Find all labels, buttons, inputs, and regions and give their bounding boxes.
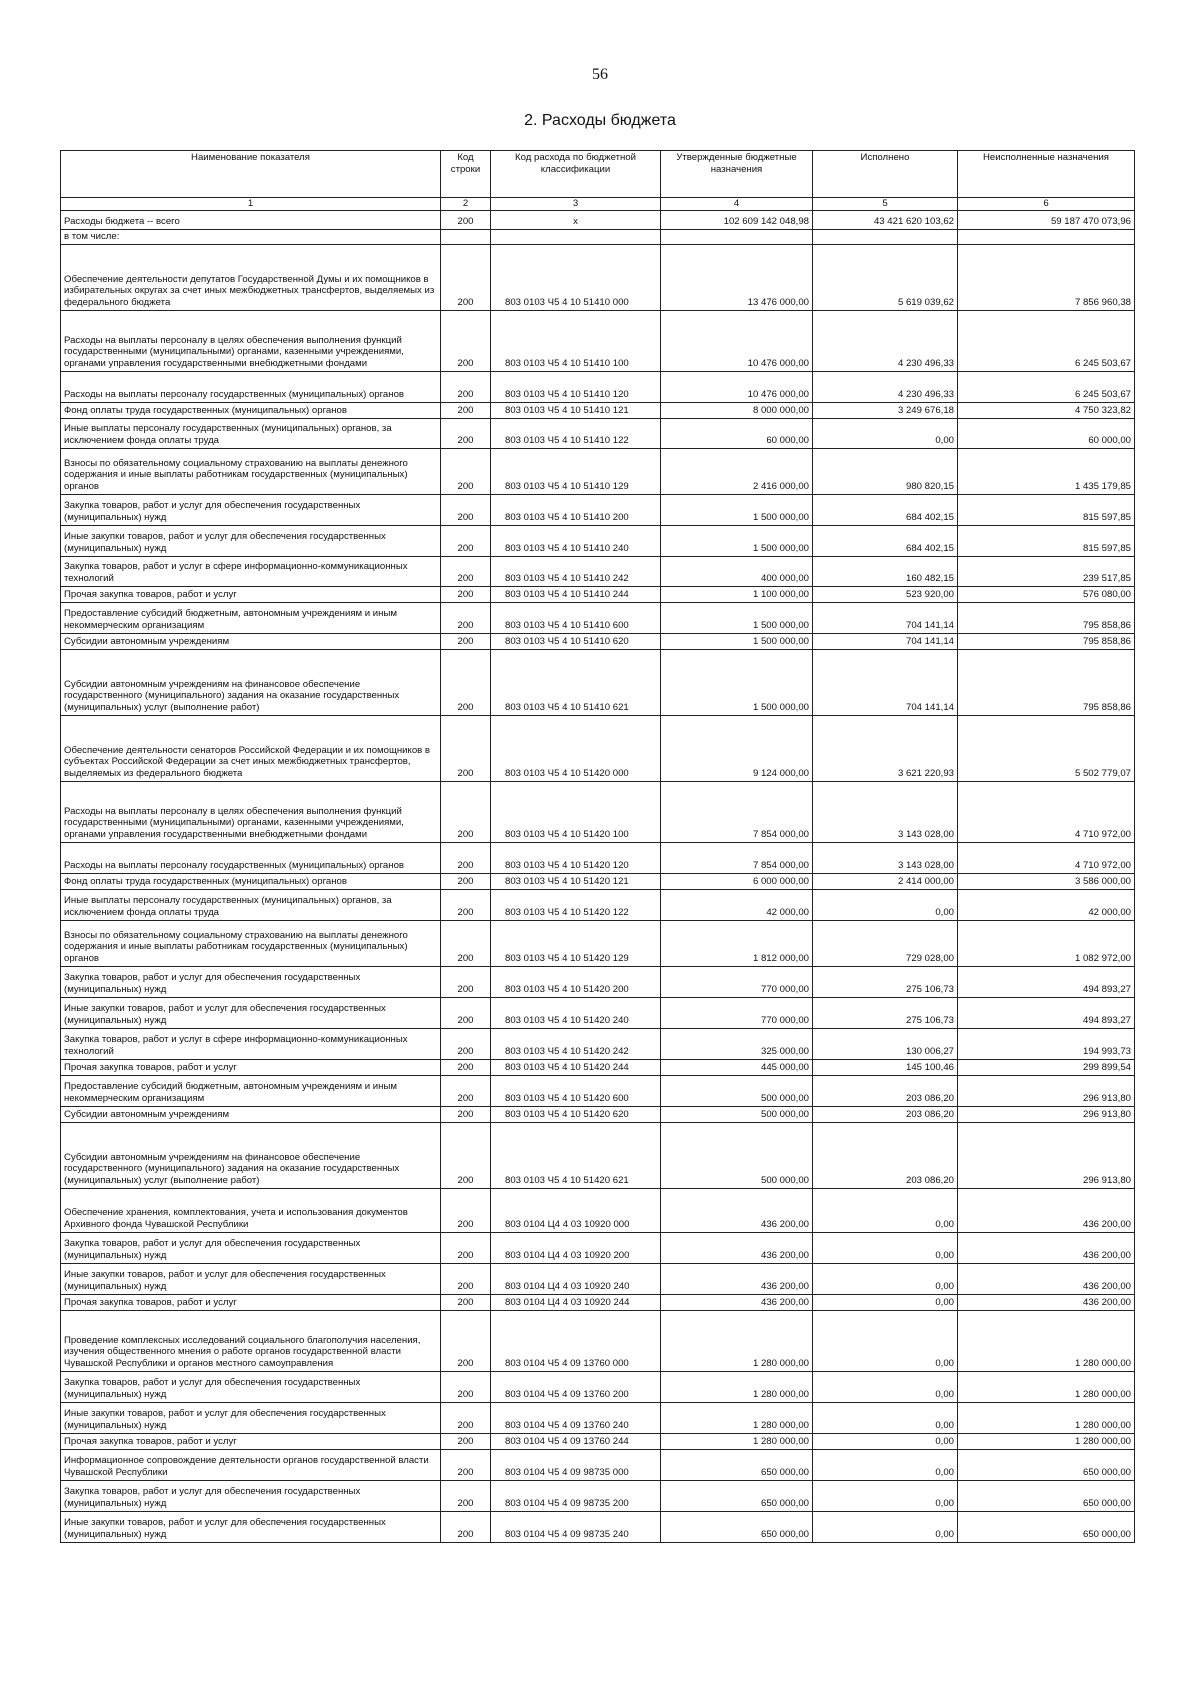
row-executed: 130 006,27 (813, 1028, 958, 1059)
row-unexecuted: 494 893,27 (958, 966, 1135, 997)
row-unexecuted: 815 597,85 (958, 525, 1135, 556)
row-unexecuted: 1 435 179,85 (958, 448, 1135, 494)
row-executed: 0,00 (813, 1480, 958, 1511)
row-unexecuted: 650 000,00 (958, 1449, 1135, 1480)
row-line-code: 200 (441, 889, 491, 920)
row-unexecuted: 239 517,85 (958, 556, 1135, 586)
col-number: 4 (661, 198, 813, 211)
row-name: Предоставление субсидий бюджетным, автономным учреждениям и иным некоммерческим организациям (61, 602, 441, 633)
row-line-code: 200 (441, 633, 491, 649)
row-executed: 2 414 000,00 (813, 873, 958, 889)
row-executed: 684 402,15 (813, 494, 958, 525)
row-name: Иные закупки товаров, работ и услуг для обеспечения государственных (муниципальных) нужд (61, 1511, 441, 1542)
row-expense-code: 803 0104 Ч5 4 09 13760 244 (491, 1433, 661, 1449)
row-unexecuted: 7 856 960,38 (958, 244, 1135, 310)
table-row (61, 873, 1135, 889)
row-unexecuted: 296 913,80 (958, 1106, 1135, 1122)
row-expense-code: 803 0104 Ц4 4 03 10920 240 (491, 1263, 661, 1294)
row-executed: 275 106,73 (813, 997, 958, 1028)
row-expense-code: 803 0103 Ч5 4 10 51410 240 (491, 525, 661, 556)
col-header-approved: Утвержденные бюджетные назначения (661, 151, 813, 198)
table-row (61, 842, 1135, 873)
row-expense-code: 803 0103 Ч5 4 10 51410 200 (491, 494, 661, 525)
row-expense-code: 803 0104 Ц4 4 03 10920 244 (491, 1294, 661, 1310)
row-expense-code: 803 0103 Ч5 4 10 51410 100 (491, 310, 661, 371)
row-expense-code: 803 0103 Ч5 4 10 51410 621 (491, 649, 661, 715)
row-approved: 500 000,00 (661, 1106, 813, 1122)
row-name: Расходы бюджета -- всего (61, 211, 441, 230)
row-approved: 102 609 142 048,98 (661, 211, 813, 230)
col-header-line-code: Код строки (441, 151, 491, 198)
table-row (61, 1059, 1135, 1075)
table-row (61, 1028, 1135, 1059)
row-approved: 1 280 000,00 (661, 1371, 813, 1402)
row-executed: 980 820,15 (813, 448, 958, 494)
row-expense-code: 803 0103 Ч5 4 10 51420 621 (491, 1122, 661, 1188)
row-name: Иные закупки товаров, работ и услуг для обеспечения государственных (муниципальных) нужд (61, 997, 441, 1028)
row-executed: 0,00 (813, 1188, 958, 1232)
row-expense-code: 803 0104 Ц4 4 03 10920 000 (491, 1188, 661, 1232)
row-line-code: 200 (441, 1106, 491, 1122)
row-approved: 325 000,00 (661, 1028, 813, 1059)
table-row (61, 966, 1135, 997)
row-line-code: 200 (441, 715, 491, 781)
row-approved: 1 280 000,00 (661, 1433, 813, 1449)
row-line-code: 200 (441, 1480, 491, 1511)
row-name: Взносы по обязательному социальному страхованию на выплаты денежного содержания и иные выплаты работникам государственных (муниципальных) органов (61, 920, 441, 966)
row-approved: 42 000,00 (661, 889, 813, 920)
row-expense-code: 803 0104 Ч5 4 09 13760 000 (491, 1310, 661, 1371)
row-unexecuted: 4 710 972,00 (958, 842, 1135, 873)
row-line-code: 200 (441, 448, 491, 494)
row-approved: 650 000,00 (661, 1511, 813, 1542)
row-expense-code: 803 0103 Ч5 4 10 51420 100 (491, 781, 661, 842)
row-expense-code: 803 0103 Ч5 4 10 51420 242 (491, 1028, 661, 1059)
row-executed: 3 143 028,00 (813, 842, 958, 873)
table-row (61, 211, 1135, 230)
row-expense-code: 803 0104 Ч5 4 09 98735 000 (491, 1449, 661, 1480)
row-line-code: 200 (441, 1433, 491, 1449)
row-name: Иные выплаты персоналу государственных (муниципальных) органов, за исключением фонда оплаты труда (61, 418, 441, 448)
row-unexecuted: 795 858,86 (958, 633, 1135, 649)
table-body (61, 211, 1135, 1543)
row-executed: 0,00 (813, 1402, 958, 1433)
row-line-code: 200 (441, 1402, 491, 1433)
row-name: Фонд оплаты труда государственных (муниципальных) органов (61, 402, 441, 418)
row-name: Закупка товаров, работ и услуг в сфере информационно-коммуникационных технологий (61, 556, 441, 586)
table-row (61, 1188, 1135, 1232)
row-line-code: 200 (441, 1122, 491, 1188)
row-line-code: 200 (441, 310, 491, 371)
row-expense-code: 803 0103 Ч5 4 10 51410 600 (491, 602, 661, 633)
row-executed: 203 086,20 (813, 1106, 958, 1122)
row-unexecuted: 299 899,54 (958, 1059, 1135, 1075)
row-name: Взносы по обязательному социальному страхованию на выплаты денежного содержания и иные выплаты работникам государственных (муниципальных) органов (61, 448, 441, 494)
row-executed: 729 028,00 (813, 920, 958, 966)
row-executed: 523 920,00 (813, 586, 958, 602)
table-row (61, 633, 1135, 649)
row-name: Субсидии автономным учреждениям (61, 633, 441, 649)
table-row (61, 310, 1135, 371)
table-row (61, 1310, 1135, 1371)
row-name: Субсидии автономным учреждениям на финансовое обеспечение государственного (муниципального) задания на оказание государственных (муниципальных) услуг (выполнение работ) (61, 1122, 441, 1188)
table-row (61, 1075, 1135, 1106)
row-name: Иные закупки товаров, работ и услуг для обеспечения государственных (муниципальных) нужд (61, 1402, 441, 1433)
row-line-code: 200 (441, 602, 491, 633)
row-executed: 145 100,46 (813, 1059, 958, 1075)
row-expense-code: 803 0103 Ч5 4 10 51410 244 (491, 586, 661, 602)
row-approved: 1 500 000,00 (661, 494, 813, 525)
row-line-code (441, 230, 491, 245)
row-expense-code: 803 0103 Ч5 4 10 51420 240 (491, 997, 661, 1028)
row-approved: 650 000,00 (661, 1449, 813, 1480)
table-row (61, 556, 1135, 586)
row-approved: 1 280 000,00 (661, 1310, 813, 1371)
row-approved: 60 000,00 (661, 418, 813, 448)
header-row (61, 151, 1135, 198)
row-unexecuted: 5 502 779,07 (958, 715, 1135, 781)
row-name: Прочая закупка товаров, работ и услуг (61, 586, 441, 602)
row-executed: 0,00 (813, 1371, 958, 1402)
row-approved: 7 854 000,00 (661, 781, 813, 842)
row-unexecuted: 436 200,00 (958, 1294, 1135, 1310)
row-name: Субсидии автономным учреждениям (61, 1106, 441, 1122)
row-line-code: 200 (441, 997, 491, 1028)
row-executed: 0,00 (813, 1294, 958, 1310)
row-expense-code: 803 0103 Ч5 4 10 51420 600 (491, 1075, 661, 1106)
row-line-code: 200 (441, 1310, 491, 1371)
row-line-code: 200 (441, 920, 491, 966)
row-name: в том числе: (61, 230, 441, 245)
row-line-code: 200 (441, 1449, 491, 1480)
row-approved: 770 000,00 (661, 997, 813, 1028)
table-row (61, 1122, 1135, 1188)
row-approved: 436 200,00 (661, 1232, 813, 1263)
row-line-code: 200 (441, 1059, 491, 1075)
row-line-code: 200 (441, 525, 491, 556)
row-unexecuted: 6 245 503,67 (958, 371, 1135, 402)
row-approved: 436 200,00 (661, 1263, 813, 1294)
row-name: Информационное сопровождение деятельности органов государственной власти Чувашской Республики (61, 1449, 441, 1480)
row-unexecuted: 436 200,00 (958, 1188, 1135, 1232)
row-name: Закупка товаров, работ и услуг для обеспечения государственных (муниципальных) нужд (61, 966, 441, 997)
row-approved: 650 000,00 (661, 1480, 813, 1511)
row-executed: 275 106,73 (813, 966, 958, 997)
col-number: 5 (813, 198, 958, 211)
row-unexecuted: 4 750 323,82 (958, 402, 1135, 418)
row-line-code: 200 (441, 1294, 491, 1310)
table-row (61, 1449, 1135, 1480)
row-unexecuted: 1 280 000,00 (958, 1371, 1135, 1402)
row-unexecuted: 296 913,80 (958, 1122, 1135, 1188)
table-row (61, 448, 1135, 494)
row-expense-code: 803 0104 Ч5 4 09 98735 240 (491, 1511, 661, 1542)
row-expense-code: 803 0103 Ч5 4 10 51410 000 (491, 244, 661, 310)
row-executed: 3 621 220,93 (813, 715, 958, 781)
row-approved: 1 500 000,00 (661, 649, 813, 715)
row-approved: 1 812 000,00 (661, 920, 813, 966)
row-name: Закупка товаров, работ и услуг для обеспечения государственных (муниципальных) нужд (61, 1480, 441, 1511)
row-unexecuted: 6 245 503,67 (958, 310, 1135, 371)
table-row (61, 920, 1135, 966)
row-name: Прочая закупка товаров, работ и услуг (61, 1433, 441, 1449)
row-unexecuted: 436 200,00 (958, 1263, 1135, 1294)
row-line-code: 200 (441, 1232, 491, 1263)
row-line-code: 200 (441, 1263, 491, 1294)
row-name: Субсидии автономным учреждениям на финансовое обеспечение государственного (муниципального) задания на оказание государственных (муниципальных) услуг (выполнение работ) (61, 649, 441, 715)
row-executed: 0,00 (813, 1232, 958, 1263)
expenses-table (60, 150, 1135, 1543)
row-approved: 2 416 000,00 (661, 448, 813, 494)
row-unexecuted: 815 597,85 (958, 494, 1135, 525)
row-line-code: 200 (441, 244, 491, 310)
row-executed: 704 141,14 (813, 602, 958, 633)
row-approved: 1 100 000,00 (661, 586, 813, 602)
row-name: Закупка товаров, работ и услуг для обеспечения государственных (муниципальных) нужд (61, 1371, 441, 1402)
row-line-code: 200 (441, 1371, 491, 1402)
row-approved (661, 230, 813, 245)
row-line-code: 200 (441, 371, 491, 402)
table-row (61, 1511, 1135, 1542)
col-header-expense-code: Код расхода по бюджетной классификации (491, 151, 661, 198)
table-row (61, 997, 1135, 1028)
row-executed: 0,00 (813, 1310, 958, 1371)
row-line-code: 200 (441, 873, 491, 889)
row-expense-code (491, 230, 661, 245)
row-approved: 500 000,00 (661, 1122, 813, 1188)
row-name: Расходы на выплаты персоналу в целях обеспечения выполнения функций государственными (муниципальными) органами, казенными учреждениями, органами управления государственными внебюджетными фондами (61, 781, 441, 842)
row-approved: 445 000,00 (661, 1059, 813, 1075)
row-expense-code: 803 0103 Ч5 4 10 51410 120 (491, 371, 661, 402)
row-line-code: 200 (441, 586, 491, 602)
table-row (61, 1232, 1135, 1263)
row-unexecuted (958, 230, 1135, 245)
table-row (61, 1371, 1135, 1402)
row-line-code: 200 (441, 556, 491, 586)
row-expense-code: 803 0103 Ч5 4 10 51420 200 (491, 966, 661, 997)
table-row (61, 402, 1135, 418)
row-line-code: 200 (441, 1511, 491, 1542)
row-approved: 1 280 000,00 (661, 1402, 813, 1433)
row-name: Закупка товаров, работ и услуг для обеспечения государственных (муниципальных) нужд (61, 1232, 441, 1263)
row-approved: 400 000,00 (661, 556, 813, 586)
row-name: Обеспечение хранения, комплектования, учета и использования документов Архивного фонда Чувашской Республики (61, 1188, 441, 1232)
row-unexecuted: 650 000,00 (958, 1480, 1135, 1511)
row-unexecuted: 4 710 972,00 (958, 781, 1135, 842)
table-row (61, 602, 1135, 633)
row-approved: 13 476 000,00 (661, 244, 813, 310)
row-line-code: 200 (441, 211, 491, 230)
row-name: Закупка товаров, работ и услуг в сфере информационно-коммуникационных технологий (61, 1028, 441, 1059)
table-row (61, 586, 1135, 602)
row-line-code: 200 (441, 1075, 491, 1106)
row-unexecuted: 494 893,27 (958, 997, 1135, 1028)
row-unexecuted: 436 200,00 (958, 1232, 1135, 1263)
row-expense-code: 803 0104 Ч5 4 09 13760 200 (491, 1371, 661, 1402)
row-approved: 7 854 000,00 (661, 842, 813, 873)
row-line-code: 200 (441, 966, 491, 997)
col-header-executed: Исполнено (813, 151, 958, 198)
row-executed: 0,00 (813, 1263, 958, 1294)
row-approved: 436 200,00 (661, 1188, 813, 1232)
row-executed: 0,00 (813, 1433, 958, 1449)
row-expense-code: 803 0103 Ч5 4 10 51420 121 (491, 873, 661, 889)
row-executed: 4 230 496,33 (813, 371, 958, 402)
row-expense-code: 803 0103 Ч5 4 10 51410 129 (491, 448, 661, 494)
row-expense-code: 803 0104 Ц4 4 03 10920 200 (491, 1232, 661, 1263)
row-name: Расходы на выплаты персоналу государственных (муниципальных) органов (61, 371, 441, 402)
col-number: 6 (958, 198, 1135, 211)
row-line-code: 200 (441, 418, 491, 448)
table-row (61, 1433, 1135, 1449)
row-unexecuted: 194 993,73 (958, 1028, 1135, 1059)
row-unexecuted: 42 000,00 (958, 889, 1135, 920)
row-approved: 770 000,00 (661, 966, 813, 997)
column-number-row (61, 198, 1135, 211)
row-expense-code: 803 0104 Ч5 4 09 98735 200 (491, 1480, 661, 1511)
row-expense-code: 803 0103 Ч5 4 10 51420 620 (491, 1106, 661, 1122)
row-unexecuted: 1 082 972,00 (958, 920, 1135, 966)
row-executed: 704 141,14 (813, 633, 958, 649)
row-executed: 684 402,15 (813, 525, 958, 556)
row-approved: 1 500 000,00 (661, 633, 813, 649)
table-row (61, 1480, 1135, 1511)
row-name: Иные выплаты персоналу государственных (муниципальных) органов, за исключением фонда оплаты труда (61, 889, 441, 920)
row-expense-code: 803 0103 Ч5 4 10 51420 122 (491, 889, 661, 920)
table-row (61, 494, 1135, 525)
row-name: Обеспечение деятельности депутатов Государственной Думы и их помощников в избирательных округах за счет иных межбюджетных трансфертов, выделяемых из федерального бюджета (61, 244, 441, 310)
row-unexecuted: 795 858,86 (958, 602, 1135, 633)
row-approved: 6 000 000,00 (661, 873, 813, 889)
row-name: Обеспечение деятельности сенаторов Российской Федерации и их помощников в субъектах Российской Федерации за счет иных межбюджетных трансфертов, выделяемых из федерального бюджета (61, 715, 441, 781)
row-approved: 10 476 000,00 (661, 371, 813, 402)
row-unexecuted: 1 280 000,00 (958, 1433, 1135, 1449)
col-number: 2 (441, 198, 491, 211)
table-row (61, 1402, 1135, 1433)
row-approved: 10 476 000,00 (661, 310, 813, 371)
row-name: Предоставление субсидий бюджетным, автономным учреждениям и иным некоммерческим организациям (61, 1075, 441, 1106)
table-row (61, 244, 1135, 310)
row-line-code: 200 (441, 1028, 491, 1059)
col-header-name: Наименование показателя (61, 151, 441, 198)
row-name: Прочая закупка товаров, работ и услуг (61, 1059, 441, 1075)
row-unexecuted: 576 080,00 (958, 586, 1135, 602)
row-expense-code: 803 0103 Ч5 4 10 51420 244 (491, 1059, 661, 1075)
table-row (61, 371, 1135, 402)
row-executed (813, 230, 958, 245)
table-row (61, 418, 1135, 448)
row-line-code: 200 (441, 494, 491, 525)
row-unexecuted: 1 280 000,00 (958, 1310, 1135, 1371)
row-line-code: 200 (441, 842, 491, 873)
row-line-code: 200 (441, 781, 491, 842)
row-executed: 203 086,20 (813, 1075, 958, 1106)
row-expense-code: 803 0103 Ч5 4 10 51410 620 (491, 633, 661, 649)
row-expense-code: 803 0103 Ч5 4 10 51410 121 (491, 402, 661, 418)
row-name: Расходы на выплаты персоналу в целях обеспечения выполнения функций государственными (муниципальными) органами, казенными учреждениями, органами управления государственными внебюджетными фондами (61, 310, 441, 371)
col-header-unexecuted: Неисполненные назначения (958, 151, 1135, 198)
row-name: Расходы на выплаты персоналу государственных (муниципальных) органов (61, 842, 441, 873)
row-line-code: 200 (441, 1188, 491, 1232)
row-unexecuted: 1 280 000,00 (958, 1402, 1135, 1433)
row-executed: 5 619 039,62 (813, 244, 958, 310)
row-expense-code: 803 0103 Ч5 4 10 51420 129 (491, 920, 661, 966)
row-executed: 0,00 (813, 889, 958, 920)
table-row (61, 1106, 1135, 1122)
row-executed: 4 230 496,33 (813, 310, 958, 371)
table-row (61, 230, 1135, 245)
row-expense-code: 803 0103 Ч5 4 10 51420 120 (491, 842, 661, 873)
row-executed: 704 141,14 (813, 649, 958, 715)
row-approved: 436 200,00 (661, 1294, 813, 1310)
table-row (61, 649, 1135, 715)
col-number: 1 (61, 198, 441, 211)
row-name: Фонд оплаты труда государственных (муниципальных) органов (61, 873, 441, 889)
row-expense-code: 803 0103 Ч5 4 10 51410 122 (491, 418, 661, 448)
row-executed: 203 086,20 (813, 1122, 958, 1188)
row-unexecuted: 296 913,80 (958, 1075, 1135, 1106)
row-unexecuted: 795 858,86 (958, 649, 1135, 715)
row-expense-code: 803 0103 Ч5 4 10 51420 000 (491, 715, 661, 781)
row-approved: 500 000,00 (661, 1075, 813, 1106)
table-row (61, 781, 1135, 842)
row-executed: 0,00 (813, 1511, 958, 1542)
col-number: 3 (491, 198, 661, 211)
page-title: 2. Расходы бюджета (524, 112, 676, 129)
row-executed: 0,00 (813, 1449, 958, 1480)
row-name: Иные закупки товаров, работ и услуг для обеспечения государственных (муниципальных) нужд (61, 525, 441, 556)
row-approved: 9 124 000,00 (661, 715, 813, 781)
row-unexecuted: 3 586 000,00 (958, 873, 1135, 889)
row-line-code: 200 (441, 402, 491, 418)
row-approved: 1 500 000,00 (661, 602, 813, 633)
row-executed: 3 143 028,00 (813, 781, 958, 842)
table-row (61, 525, 1135, 556)
table-row (61, 1294, 1135, 1310)
row-approved: 8 000 000,00 (661, 402, 813, 418)
row-approved: 1 500 000,00 (661, 525, 813, 556)
row-executed: 3 249 676,18 (813, 402, 958, 418)
page-number: 56 (592, 66, 608, 83)
row-name: Прочая закупка товаров, работ и услуг (61, 1294, 441, 1310)
table-row (61, 889, 1135, 920)
row-executed: 43 421 620 103,62 (813, 211, 958, 230)
row-expense-code: 803 0103 Ч5 4 10 51410 242 (491, 556, 661, 586)
row-unexecuted: 650 000,00 (958, 1511, 1135, 1542)
row-unexecuted: 59 187 470 073,96 (958, 211, 1135, 230)
table-row (61, 1263, 1135, 1294)
row-expense-code: 803 0104 Ч5 4 09 13760 240 (491, 1402, 661, 1433)
row-executed: 0,00 (813, 418, 958, 448)
row-line-code: 200 (441, 649, 491, 715)
row-name: Иные закупки товаров, работ и услуг для обеспечения государственных (муниципальных) нужд (61, 1263, 441, 1294)
row-executed: 160 482,15 (813, 556, 958, 586)
row-name: Закупка товаров, работ и услуг для обеспечения государственных (муниципальных) нужд (61, 494, 441, 525)
row-expense-code: x (491, 211, 661, 230)
table-row (61, 715, 1135, 781)
row-unexecuted: 60 000,00 (958, 418, 1135, 448)
row-name: Проведение комплексных исследований социального благополучия населения, изучения общественного мнения о работе органов государственной власти Чувашской Республики и органов местного самоуправления (61, 1310, 441, 1371)
